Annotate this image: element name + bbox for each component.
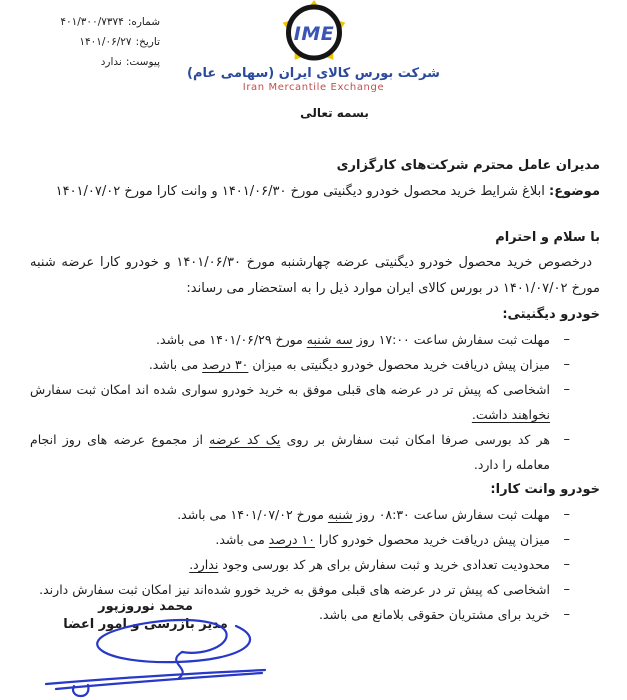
besmeleh: بسمه تعالی <box>300 106 369 120</box>
bullet-text: مهلت ثبت سفارش ساعت ۰۸:۳۰ روز شنبه مورخ ۱۴۰۱/۰۷/۰۲ می باشد. <box>177 507 550 522</box>
salutation: با سلام و احترام <box>495 230 600 245</box>
section-title: خودرو وانت کارا: <box>490 482 600 497</box>
subject-text: ابلاغ شرایط خرید محصول خودرو دیگنیتی مورخ ۱۴۰۱/۰۶/۳۰ و وانت کارا مورخ ۱۴۰۱/۰۷/۰۲ <box>55 184 545 199</box>
bullet-dash-icon: – <box>563 382 570 397</box>
bullet-item <box>30 502 570 527</box>
bullet-text: میزان پیش دریافت خرید محصول خودرو کارا ۱۰ درصد می باشد. <box>215 532 550 547</box>
ime-logo-icon <box>262 0 366 65</box>
meta-attachment-value: ندارد <box>100 56 122 68</box>
meta-attachment-label: پیوست: <box>125 56 160 68</box>
bullet-item <box>30 352 570 377</box>
company-name-fa: شرکت بورس کالای ایران (سهامی عام) <box>187 66 440 81</box>
bullet-item <box>30 552 570 577</box>
bullet-item <box>30 327 570 352</box>
subject-line <box>30 178 600 205</box>
meta-number-label: شماره: <box>127 16 160 28</box>
meta-date-value: ۱۴۰۱/۰۶/۲۷ <box>79 36 132 48</box>
addressee: مدیران عامل محترم شرکت‌های کارگزاری <box>336 158 600 173</box>
meta-attachment <box>40 52 160 72</box>
meta-number <box>40 12 160 32</box>
bullet-text: هر کد بورسی صرفا امکان ثبت سفارش بر روی یک کد عرضه از مجموع عرضه های روز انجام معامله را دارد. <box>30 432 551 472</box>
letter-meta <box>40 12 160 72</box>
bullet-text: میزان پیش دریافت خرید محصول خودرو دیگنیتی به میزان ۳۰ درصد می باشد. <box>148 357 550 372</box>
section-title: خودرو دیگنیتی: <box>502 307 600 322</box>
subject-label: موضوع: <box>549 184 600 199</box>
bullet-text: اشخاصی که پیش تر در عرضه های قبلی موفق به خرید خورو شده‌اند نیز امکان ثبت سفارش دارند. <box>39 582 550 597</box>
signatory-title: مدیر بازرسی و امور اعضا <box>63 617 228 632</box>
signatory-name: محمد نوروزپور <box>98 599 193 614</box>
bullet-text: مهلت ثبت سفارش ساعت ۱۷:۰۰ روز سه شنبه مورخ ۱۴۰۱/۰۶/۲۹ می باشد. <box>156 332 550 347</box>
bullet-dash-icon: – <box>563 582 570 597</box>
bullet-text: اشخاصی که پیش تر در عرضه های قبلی موفق به خرید خودرو سواری شده اند امکان ثبت سفارش نخواهند داشت. <box>30 382 550 422</box>
company-name-en: Iran Mercantile Exchange <box>242 82 385 93</box>
bullet-dash-icon: – <box>563 357 570 372</box>
bullet-item <box>30 427 570 477</box>
intro-paragraph: درخصوص خرید محصول خودرو دیگنیتی عرضه چهارشنبه مورخ ۱۴۰۱/۰۶/۳۰ و خودرو کارا عرضه شنبه مورخ ۱۴۰۱/۰۷/۰۲ در بورس کالای ایران موارد ذیل را به استحضار می رساند: <box>30 255 600 296</box>
bullet-item <box>30 377 570 427</box>
bullet-dash-icon: – <box>563 332 570 347</box>
bullet-dash-icon: – <box>563 432 570 447</box>
logo-block <box>184 0 444 93</box>
bullet-dash-icon: – <box>563 532 570 547</box>
meta-date <box>40 32 160 52</box>
meta-date-label: تاریخ: <box>135 36 160 48</box>
meta-number-value: ۴۰۱/۳۰۰/۷۳۷۴ <box>60 16 124 28</box>
bullet-dash-icon: – <box>563 507 570 522</box>
bullet-item <box>30 527 570 552</box>
letter-body <box>30 148 600 627</box>
bullet-text: محدودیت تعدادی خرید و ثبت سفارش برای هر کد بورسی وجود ندارد. <box>189 557 550 572</box>
signature-block <box>28 598 263 634</box>
logo-monogram: IME <box>293 23 334 45</box>
bullet-dash-icon: – <box>563 557 570 572</box>
sections <box>30 302 600 627</box>
bullet-dash-icon: – <box>563 607 570 622</box>
bullet-text: خرید برای مشتریان حقوقی بلامانع می باشد. <box>318 607 550 622</box>
